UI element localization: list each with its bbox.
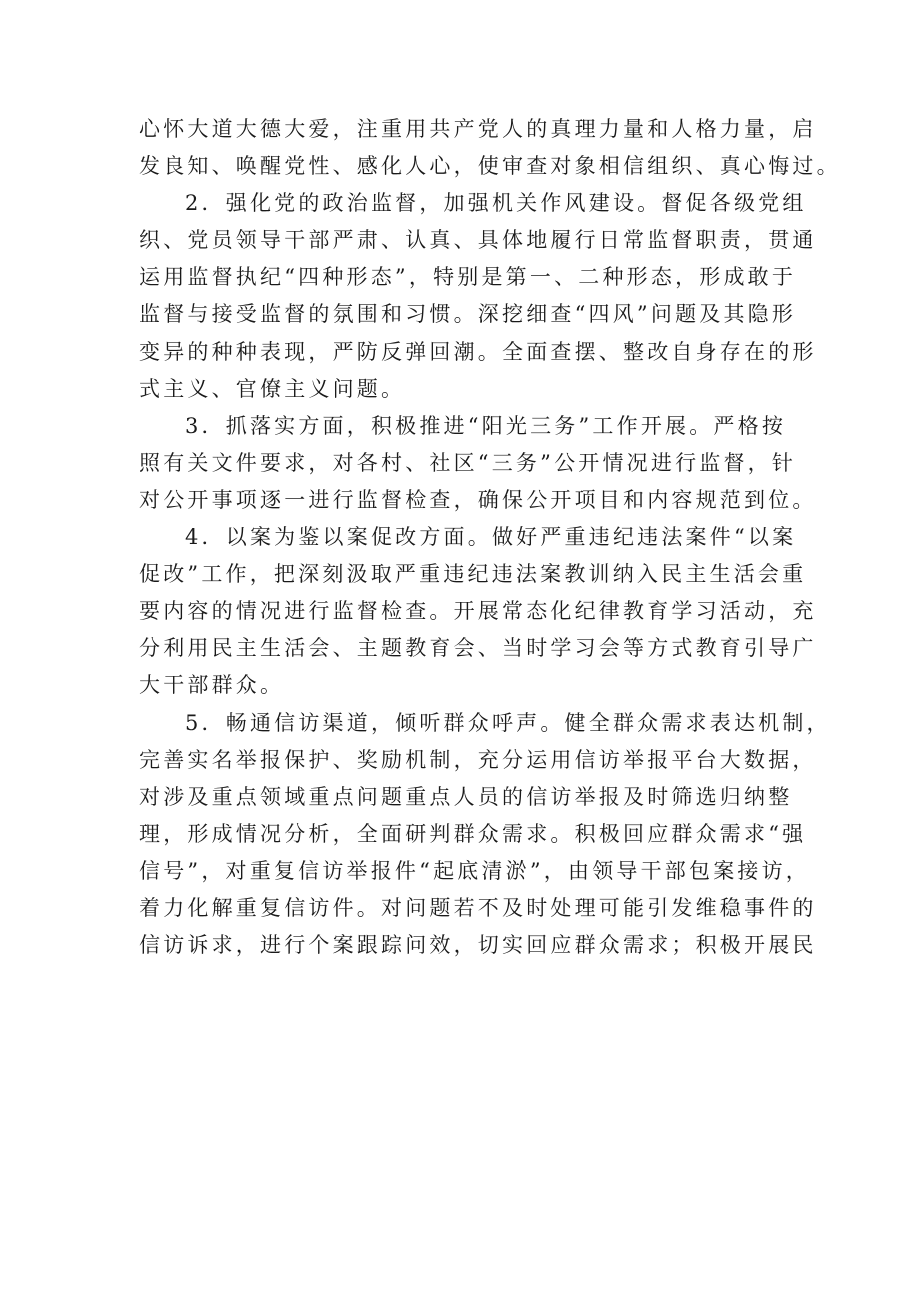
- text-line: 分利用民主生活会、主题教育会、当时学习会等方式教育引导广: [139, 636, 817, 661]
- text-line: 大干部群众。: [139, 673, 285, 698]
- text-line: 心怀大道大德大爱，注重用共产党人的真理力量和人格力量，启: [139, 117, 817, 141]
- paragraph-3-start: 3．抓落实方面，积极推进“阳光三务”工作开展。严格按: [185, 413, 787, 438]
- text-line: 信号”，对重复信访举报件“起底清淤”，由领导干部包案接访，: [139, 858, 811, 883]
- text-line: 式主义、官僚主义问题。: [139, 376, 406, 401]
- paragraph-4-start: 4．以案为鉴以案促改方面。做好严重违纪违法案件“以案: [185, 525, 797, 550]
- text-line: 监督与接受监督的氛围和习惯。深挖细查“四风”问题及其隐形: [139, 302, 797, 327]
- text-line: 运用监督执纪“四种形态”，特别是第一、二种形态，形成敢于: [139, 265, 797, 290]
- text-line: 变异的种种表现，严防反弹回潮。全面查摆、整改自身存在的形: [139, 339, 817, 364]
- text-line: 照有关文件要求，对各村、社区“三务”公开情况进行监督，针: [139, 450, 797, 475]
- text-line: 信访诉求，进行个案跟踪问效，切实回应群众需求；积极开展民: [139, 933, 817, 958]
- text-line: 促改”工作，把深刻汲取严重违纪违法案教训纳入民主生活会重: [139, 562, 807, 587]
- text-line: 织、党员领导干部严肃、认真、具体地履行日常监督职责，贯通: [139, 228, 817, 253]
- text-line: 要内容的情况进行监督检查。开展常态化纪律教育学习活动，充: [139, 599, 817, 624]
- text-line: 对公开事项逐一进行监督检查，确保公开项目和内容规范到位。: [139, 487, 817, 512]
- text-line: 发良知、唤醒党性、感化人心，使审查对象相信组织、真心悔过。: [139, 154, 841, 179]
- paragraph-2-start: 2．强化党的政治监督，加强机关作风建设。督促各级党组: [185, 191, 807, 216]
- text-line: 完善实名举报保护、奖励机制，充分运用信访举报平台大数据，: [139, 747, 817, 772]
- document-body: [139, 111, 841, 964]
- text-line: 对涉及重点领域重点问题重点人员的信访举报及时筛选归纳整: [139, 784, 793, 809]
- paragraph-5-start: 5．畅通信访渠道，倾听群众呼声。健全群众需求表达机制，: [185, 710, 831, 735]
- text-line: 理，形成情况分析，全面研判群众需求。积极回应群众需求“强: [139, 821, 807, 846]
- text-line: 着力化解重复信访件。对问题若不及时处理可能引发维稳事件的: [139, 895, 817, 920]
